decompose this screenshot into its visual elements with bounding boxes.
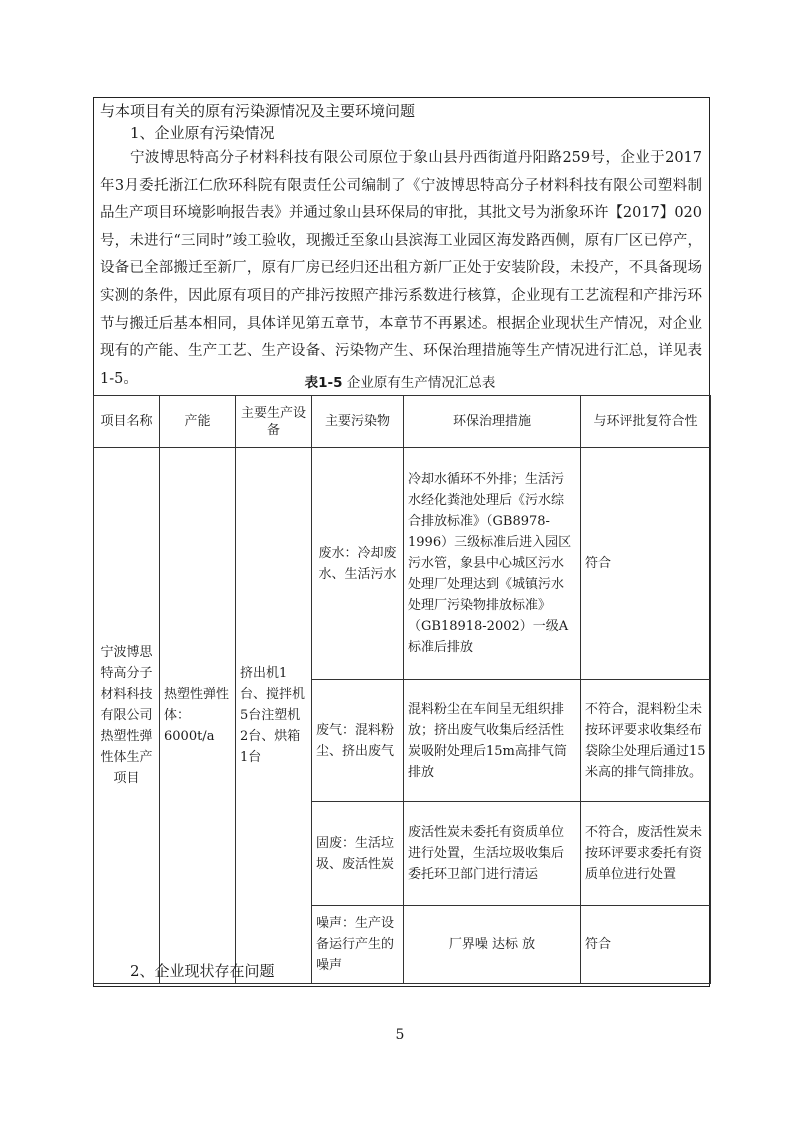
cell-pollutant: 固废：生活垃圾、废活性炭 bbox=[312, 802, 404, 906]
cell-compliance: 不符合，混料粉尘未按环评要求收集经布袋除尘处理后通过15米高的排气筒排放。 bbox=[581, 680, 711, 802]
header-compliance: 与环评批复符合性 bbox=[581, 396, 711, 448]
subsection-title-2: 2、企业现状存在问题 bbox=[130, 962, 275, 980]
production-summary-table bbox=[93, 395, 711, 984]
cell-pollutant: 废水：冷却废水、生活污水 bbox=[312, 448, 404, 680]
header-equipment: 主要生产设备 bbox=[236, 396, 312, 448]
section-heading: 与本项目有关的原有污染源情况及主要环境问题 bbox=[100, 102, 416, 120]
cell-measure: 混料粉尘在车间呈无组织排放；挤出废气收集后经活性炭吸附处理后15m高排气筒排放 bbox=[404, 680, 581, 802]
cell-measure: 冷却水循环不外排；生活污水经化粪池处理后《污水综合排放标准》（GB8978-1996）三级标准后进入园区污水管，象县中心城区污水处理厂处理达到《城镇污水处理厂污染物排放标准》（GB18918-2002）一级A标准后排放 bbox=[404, 448, 581, 680]
cell-measure: 厂界噪 达标 放 bbox=[404, 906, 581, 984]
header-measures: 环保治理措施 bbox=[404, 396, 581, 448]
header-capacity: 产能 bbox=[160, 396, 236, 448]
cell-capacity: 热塑性弹性体：6000t/a bbox=[160, 448, 236, 984]
table-caption-number: 表1-5 bbox=[304, 375, 343, 391]
cell-compliance: 符合 bbox=[581, 448, 711, 680]
paragraph-text: 宁波博思特高分子材料科技有限公司原位于象山县丹西街道丹阳路259号，企业于2017年3月委托浙江仁欣环科院有限责任公司编制了《宁波博思特高分子材料科技有限公司塑料制品生产项目环境影响报告表》并通过象山县环保局的审批，其批文号为浙象环许【2017】020号，未进行“三同时”竣工验收，现搬迁至象山县滨海工业园区海发路西侧，原有厂区已停产，设备已全部搬迁至新厂，原有厂房已经归还出租方新厂正处于安装阶段，未投产，不具备现场实测的条件，因此原有项目的产排污按照产排污系数进行核算，企业现有工艺流程和产排污环节与搬迁后基本相同，具体详见第五章节，本章节不再累述。根据企业现状生产情况，对企业现有的产能、生产工艺、生产设备、污染物产生、环保治理措施等生产情况进行汇总，详见表1-5。 bbox=[100, 150, 702, 387]
header-pollutants: 主要污染物 bbox=[312, 396, 404, 448]
table-row bbox=[94, 448, 711, 680]
page-number: 5 bbox=[395, 1027, 405, 1043]
table-caption bbox=[0, 373, 800, 393]
body-paragraph bbox=[100, 145, 702, 393]
table-header-row bbox=[94, 396, 711, 448]
cell-pollutant: 废气：混料粉尘、挤出废气 bbox=[312, 680, 404, 802]
cell-equipment: 挤出机1台、搅拌机5台注塑机2台、烘箱1台 bbox=[236, 448, 312, 984]
cell-project-name: 宁波博思特高分子材料科技有限公司热塑性弹性体生产项目 bbox=[94, 448, 160, 984]
cell-compliance: 不符合，废活性炭未按环评要求委托有资质单位进行处置 bbox=[581, 802, 711, 906]
cell-compliance: 符合 bbox=[581, 906, 711, 984]
cell-pollutant: 噪声：生产设备运行产生的噪声 bbox=[312, 906, 404, 984]
cell-measure: 废活性炭未委托有资质单位进行处置，生活垃圾收集后委托环卫部门进行清运 bbox=[404, 802, 581, 906]
subsection-title-1: 1、企业原有污染情况 bbox=[130, 124, 275, 142]
table-caption-title: 企业原有生产情况汇总表 bbox=[346, 375, 496, 391]
header-project-name: 项目名称 bbox=[94, 396, 160, 448]
